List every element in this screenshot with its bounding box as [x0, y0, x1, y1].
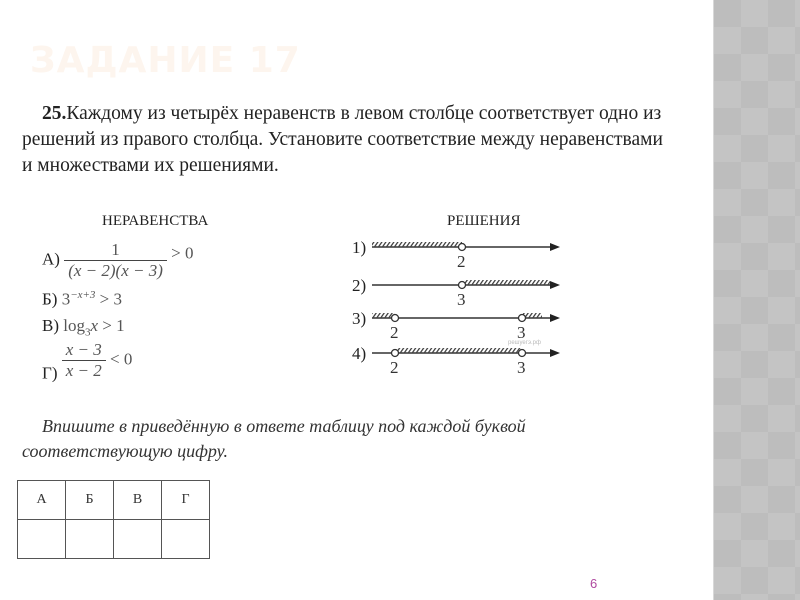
inequality-a — [42, 240, 193, 281]
answer-cell-b[interactable] — [66, 520, 114, 559]
open-point — [392, 350, 399, 357]
shaded-region — [464, 280, 550, 285]
axis-arrow-icon — [550, 349, 560, 357]
point-label: 3 — [517, 358, 526, 377]
denominator: (x − 2)(x − 3) — [64, 260, 167, 281]
open-point — [459, 282, 466, 289]
inequality-label: А) — [42, 249, 60, 269]
problem-number: 25. — [42, 103, 67, 124]
point-label: 3 — [517, 323, 526, 342]
log: log — [63, 316, 85, 335]
solution-label: 4) — [352, 344, 367, 363]
point-label: 3 — [457, 290, 466, 309]
open-point — [392, 315, 399, 322]
inequality-b — [42, 289, 122, 310]
relation: > 3 — [99, 289, 123, 309]
problem-statement — [22, 101, 672, 179]
solution-label: 2) — [352, 276, 367, 295]
inequalities-header: НЕРАВЕНСТВА — [102, 213, 209, 229]
axis-arrow-icon — [550, 314, 560, 322]
answer-cell-v[interactable] — [114, 520, 162, 559]
fraction — [62, 340, 106, 381]
page-number: 6 — [590, 576, 598, 591]
point-label: 2 — [390, 358, 399, 377]
instruction-text: Впишите в приведённую в ответе таблицу под каждой буквой соответствующую цифру. — [22, 416, 526, 461]
axis-arrow-icon — [550, 243, 560, 251]
inequality-g — [42, 340, 132, 383]
solutions-header: РЕШЕНИЯ — [447, 213, 521, 229]
answer-cell-g[interactable] — [162, 520, 210, 559]
answer-table — [17, 480, 210, 559]
problem-text: Каждому из четырёх неравенств в левом столбце соответствует одно из решений из правого столбца. Установите соответствие между неравенствами и множествами их решениями. — [22, 103, 663, 176]
solution-label: 1) — [352, 238, 367, 257]
shaded-region — [372, 242, 462, 247]
answer-header-b: Б — [66, 481, 114, 520]
relation: < 0 — [110, 349, 133, 369]
open-point — [519, 350, 526, 357]
numerator: 1 — [111, 240, 120, 259]
inequality-label: В) — [42, 316, 59, 335]
denominator: x − 2 — [62, 360, 106, 381]
relation: > 1 — [102, 316, 125, 335]
inequality-v — [42, 316, 125, 338]
point-label: 2 — [390, 323, 399, 342]
solutions-diagram — [350, 235, 570, 385]
inequality-label: Б) — [42, 289, 58, 309]
open-point — [519, 315, 526, 322]
variable: x — [90, 316, 99, 335]
base: 3 — [61, 289, 71, 309]
answer-table-value-row — [18, 520, 210, 559]
log-base: 3 — [84, 326, 91, 339]
answer-cell-a[interactable] — [18, 520, 66, 559]
answer-header-g: Г — [162, 481, 210, 520]
watermark: решуегэ.рф — [508, 340, 541, 346]
answer-header-a: А — [18, 481, 66, 520]
relation: > 0 — [171, 243, 194, 263]
numerator: x − 3 — [65, 340, 102, 359]
inequality-label: Г) — [42, 363, 58, 383]
slide-title: ЗАДАНИЕ 17 — [30, 40, 301, 81]
decorative-side-strip — [713, 0, 800, 600]
open-point — [459, 244, 466, 251]
answer-table-header-row — [18, 481, 210, 520]
axis-arrow-icon — [550, 281, 560, 289]
exponent: −x+3 — [70, 289, 96, 301]
answer-header-v: В — [114, 481, 162, 520]
fraction — [64, 240, 167, 281]
point-label: 2 — [457, 252, 466, 271]
solution-label: 3) — [352, 309, 367, 328]
shaded-region — [397, 348, 522, 353]
